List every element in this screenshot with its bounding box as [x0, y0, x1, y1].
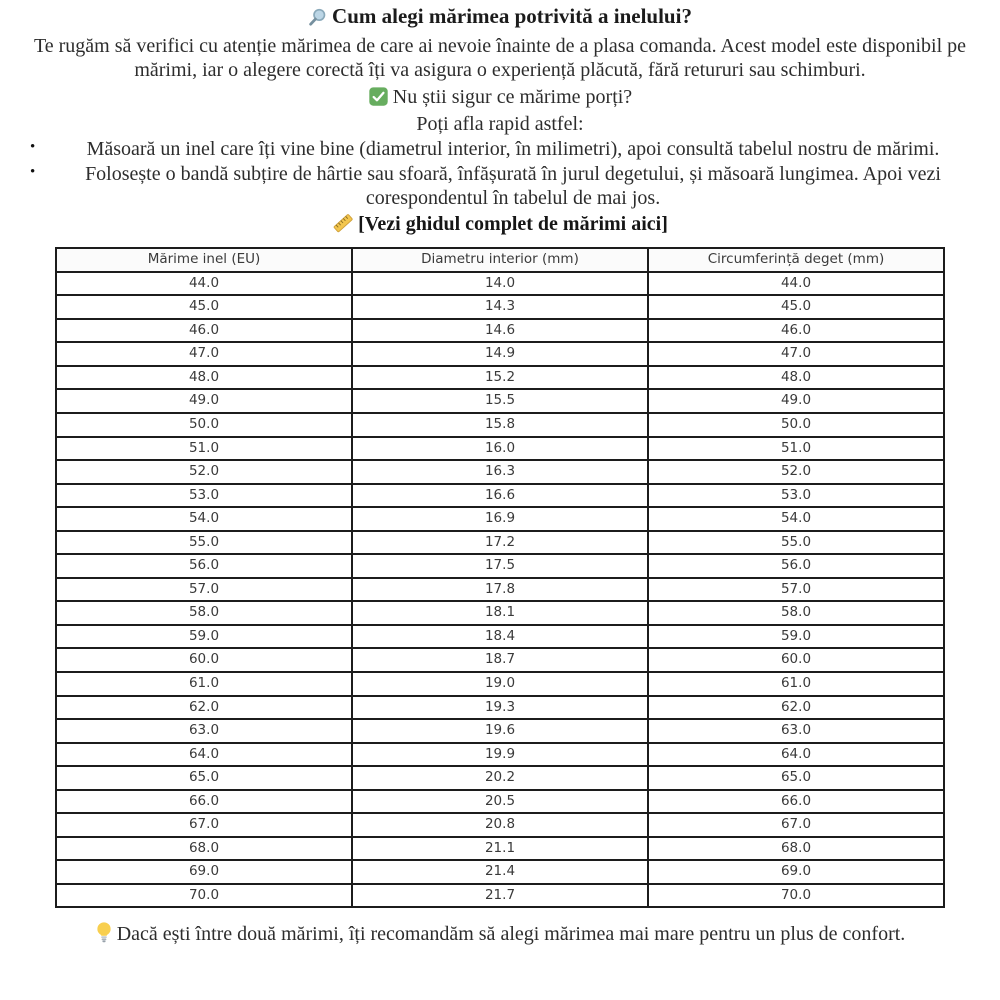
ruler-icon: [332, 212, 354, 240]
table-cell: 49.0: [648, 389, 944, 413]
table-row: [56, 766, 944, 790]
table-cell: 69.0: [648, 860, 944, 884]
table-cell: 16.3: [352, 460, 648, 484]
table-cell: 19.3: [352, 696, 648, 720]
table-row: [56, 719, 944, 743]
table-cell: 18.4: [352, 625, 648, 649]
page-title-text: Cum alegi mărimea potrivită a inelului?: [332, 4, 692, 28]
table-row: [56, 531, 944, 555]
table-cell: 14.0: [352, 272, 648, 296]
table-cell: 66.0: [56, 790, 352, 814]
table-cell: 52.0: [648, 460, 944, 484]
table-cell: 58.0: [648, 601, 944, 625]
table-cell: 62.0: [56, 696, 352, 720]
table-cell: 46.0: [56, 319, 352, 343]
table-cell: 57.0: [648, 578, 944, 602]
table-row: [56, 295, 944, 319]
table-cell: 67.0: [648, 813, 944, 837]
subquestion-line: Poți afla rapid astfel:: [416, 113, 584, 136]
table-cell: 56.0: [56, 554, 352, 578]
table-row: [56, 837, 944, 861]
table-cell: 14.6: [352, 319, 648, 343]
size-table-body: [56, 272, 944, 908]
table-cell: 16.0: [352, 437, 648, 461]
table-cell: 17.2: [352, 531, 648, 555]
table-cell: 67.0: [56, 813, 352, 837]
table-cell: 18.1: [352, 601, 648, 625]
table-cell: 46.0: [648, 319, 944, 343]
table-row: [56, 319, 944, 343]
table-cell: 21.4: [352, 860, 648, 884]
table-cell: 15.8: [352, 413, 648, 437]
bullet-icon: •: [30, 139, 36, 156]
sizing-tip-text: Dacă ești între două mărimi, îți recomandăm să alegi mărimea mai mare pentru un plus de confort.: [116, 923, 906, 946]
table-cell: 57.0: [56, 578, 352, 602]
magnifier-icon: [308, 7, 328, 32]
column-header-inner-diameter: Diametru interior (mm): [352, 248, 648, 272]
table-cell: 63.0: [56, 719, 352, 743]
table-cell: 65.0: [56, 766, 352, 790]
table-row: [56, 413, 944, 437]
table-row: [56, 743, 944, 767]
table-cell: 15.5: [352, 389, 648, 413]
table-cell: 17.5: [352, 554, 648, 578]
column-header-ring-size: Mărime inel (EU): [56, 248, 352, 272]
table-row: [56, 507, 944, 531]
table-row: [56, 554, 944, 578]
table-cell: 68.0: [648, 837, 944, 861]
table-cell: 70.0: [648, 884, 944, 908]
header-row: [56, 248, 944, 272]
table-cell: 60.0: [56, 648, 352, 672]
table-cell: 14.9: [352, 342, 648, 366]
list-item: [24, 162, 976, 210]
table-cell: 44.0: [56, 272, 352, 296]
table-cell: 59.0: [648, 625, 944, 649]
green-check-icon: [368, 86, 389, 113]
size-question-text: Nu știi sigur ce mărime porți?: [392, 86, 633, 109]
table-cell: 17.8: [352, 578, 648, 602]
table-cell: 20.8: [352, 813, 648, 837]
measure-steps-list: [24, 137, 976, 210]
table-row: [56, 672, 944, 696]
table-cell: 16.6: [352, 484, 648, 508]
table-cell: 16.9: [352, 507, 648, 531]
table-cell: 59.0: [56, 625, 352, 649]
ring-size-table-head: [56, 248, 944, 272]
table-cell: 14.3: [352, 295, 648, 319]
table-cell: 51.0: [648, 437, 944, 461]
table-row: [56, 790, 944, 814]
table-cell: 44.0: [648, 272, 944, 296]
table-cell: 52.0: [56, 460, 352, 484]
size-guide-link-text: [Vezi ghidul complet de mărimi aici]: [358, 213, 668, 236]
sizing-tip-line: [24, 921, 976, 951]
list-item: [24, 137, 976, 161]
table-row: [56, 389, 944, 413]
table-cell: 15.2: [352, 366, 648, 390]
table-cell: 45.0: [56, 295, 352, 319]
table-row: [56, 884, 944, 908]
column-header-finger-circumference: Circumferință deget (mm): [648, 248, 944, 272]
table-cell: 55.0: [56, 531, 352, 555]
table-cell: 19.9: [352, 743, 648, 767]
table-row: [56, 342, 944, 366]
table-row: [56, 601, 944, 625]
table-cell: 18.7: [352, 648, 648, 672]
table-cell: 64.0: [56, 743, 352, 767]
table-cell: 45.0: [648, 295, 944, 319]
table-row: [56, 437, 944, 461]
table-row: [56, 648, 944, 672]
table-row: [56, 813, 944, 837]
table-cell: 48.0: [56, 366, 352, 390]
table-cell: 20.2: [352, 766, 648, 790]
table-cell: 50.0: [56, 413, 352, 437]
table-cell: 68.0: [56, 837, 352, 861]
table-cell: 60.0: [648, 648, 944, 672]
step-text: Folosește o bandă subțire de hârtie sau sfoară, înfășurată în jurul degetului, și măsoară lungimea. Apoi vezi corespondentul în tabelul de mai jos.: [85, 163, 941, 210]
table-cell: 53.0: [648, 484, 944, 508]
table-cell: 19.0: [352, 672, 648, 696]
intro-paragraph: Te rugăm să verifici cu atenție mărimea de care ai nevoie înainte de a plasa comanda. Acest model este disponibil pe mărimi, iar o alegere corectă îți va asigura o experiență plăcută, fără retururi sau schimburi.: [33, 35, 967, 81]
table-cell: 70.0: [56, 884, 352, 908]
table-cell: 50.0: [648, 413, 944, 437]
table-cell: 62.0: [648, 696, 944, 720]
table-cell: 21.7: [352, 884, 648, 908]
table-cell: 63.0: [648, 719, 944, 743]
table-cell: 48.0: [648, 366, 944, 390]
table-cell: 55.0: [648, 531, 944, 555]
table-row: [56, 625, 944, 649]
table-row: [56, 860, 944, 884]
table-cell: 47.0: [56, 342, 352, 366]
table-row: [56, 366, 944, 390]
table-cell: 69.0: [56, 860, 352, 884]
table-cell: 54.0: [56, 507, 352, 531]
table-cell: 20.5: [352, 790, 648, 814]
page-title: [24, 4, 976, 32]
table-cell: 53.0: [56, 484, 352, 508]
table-cell: 66.0: [648, 790, 944, 814]
table-cell: 49.0: [56, 389, 352, 413]
table-row: [56, 578, 944, 602]
table-cell: 56.0: [648, 554, 944, 578]
size-question-line: [24, 85, 976, 113]
table-cell: 51.0: [56, 437, 352, 461]
table-cell: 65.0: [648, 766, 944, 790]
table-cell: 21.1: [352, 837, 648, 861]
table-row: [56, 484, 944, 508]
bullet-icon: •: [30, 164, 36, 181]
table-cell: 64.0: [648, 743, 944, 767]
table-cell: 58.0: [56, 601, 352, 625]
table-row: [56, 696, 944, 720]
size-guide-link[interactable]: [24, 212, 976, 240]
table-row: [56, 272, 944, 296]
ring-size-table: [55, 247, 945, 908]
step-text: Măsoară un inel care îți vine bine (diametrul interior, în milimetri), apoi consultă tabelul nostru de mărimi.: [86, 138, 940, 161]
table-cell: 54.0: [648, 507, 944, 531]
lightbulb-icon: [95, 921, 113, 951]
table-cell: 19.6: [352, 719, 648, 743]
table-cell: 61.0: [56, 672, 352, 696]
table-cell: 47.0: [648, 342, 944, 366]
table-cell: 61.0: [648, 672, 944, 696]
table-row: [56, 460, 944, 484]
